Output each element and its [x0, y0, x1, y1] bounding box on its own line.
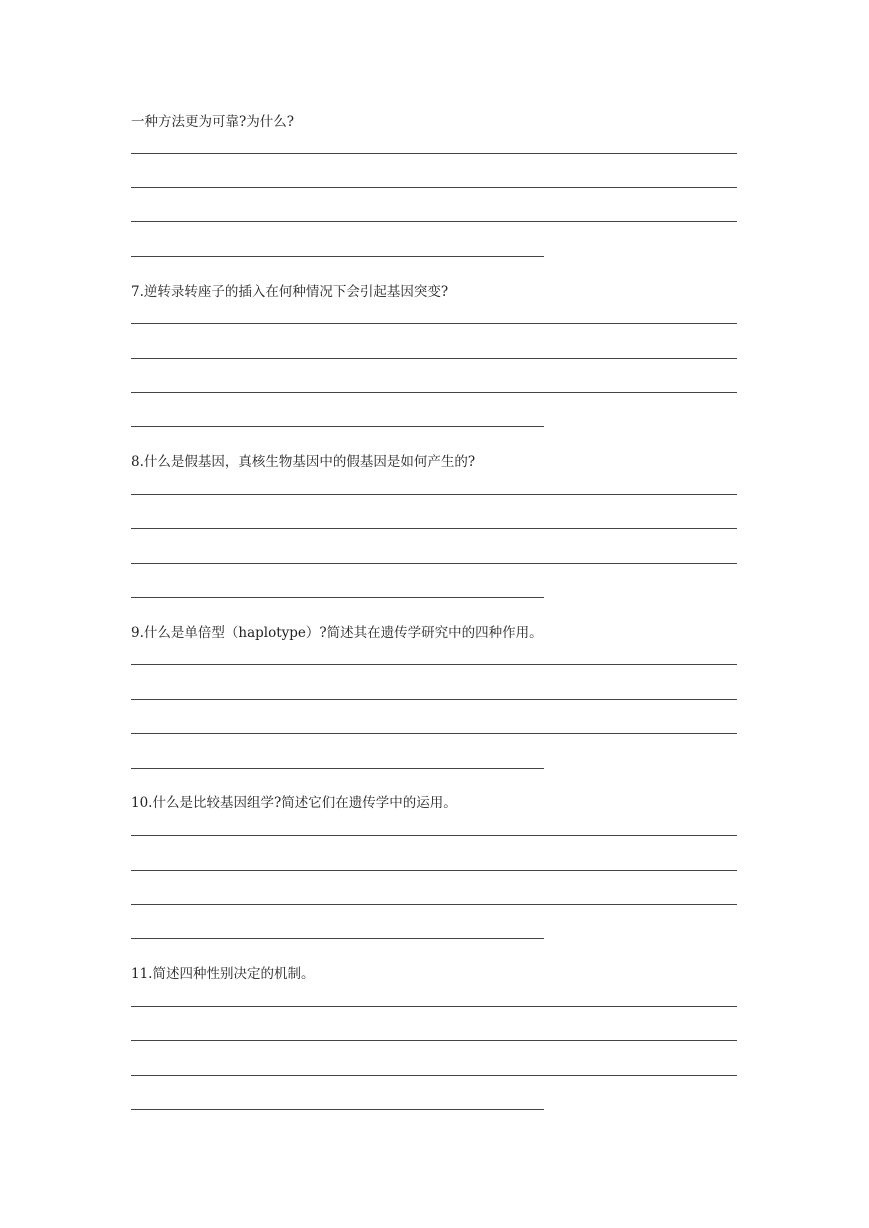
answer-line	[131, 733, 737, 734]
answer-line	[131, 1040, 737, 1041]
answer-line	[131, 870, 737, 871]
answer-line	[131, 1075, 737, 1076]
answer-line	[131, 938, 544, 939]
answer-line	[131, 563, 737, 564]
answer-line	[131, 358, 737, 359]
answer-line	[131, 221, 737, 222]
question-9: 9.什么是单倍型（haplotype）?简述其在遗传学研究中的四种作用。	[131, 625, 543, 641]
answer-line	[131, 835, 737, 836]
answer-line	[131, 153, 737, 154]
question-10: 10.什么是比较基因组学?简述它们在遗传学中的运用。	[131, 795, 457, 811]
answer-line	[131, 256, 544, 257]
answer-line	[131, 494, 737, 495]
answer-line	[131, 187, 737, 188]
answer-line	[131, 392, 737, 393]
answer-line	[131, 664, 737, 665]
question-11: 11.简述四种性别决定的机制。	[131, 966, 315, 982]
answer-line	[131, 426, 544, 427]
answer-line	[131, 528, 737, 529]
question-6-continuation: 一种方法更为可靠?为什么?	[131, 114, 294, 130]
answer-line	[131, 597, 544, 598]
answer-line	[131, 1006, 737, 1007]
answer-line	[131, 904, 737, 905]
question-7: 7.逆转录转座子的插入在何种情况下会引起基因突变?	[131, 284, 449, 300]
answer-line	[131, 323, 737, 324]
question-8: 8.什么是假基因，真核生物基因中的假基因是如何产生的?	[131, 454, 476, 470]
answer-line	[131, 699, 737, 700]
answer-line	[131, 1109, 544, 1110]
answer-line	[131, 768, 544, 769]
